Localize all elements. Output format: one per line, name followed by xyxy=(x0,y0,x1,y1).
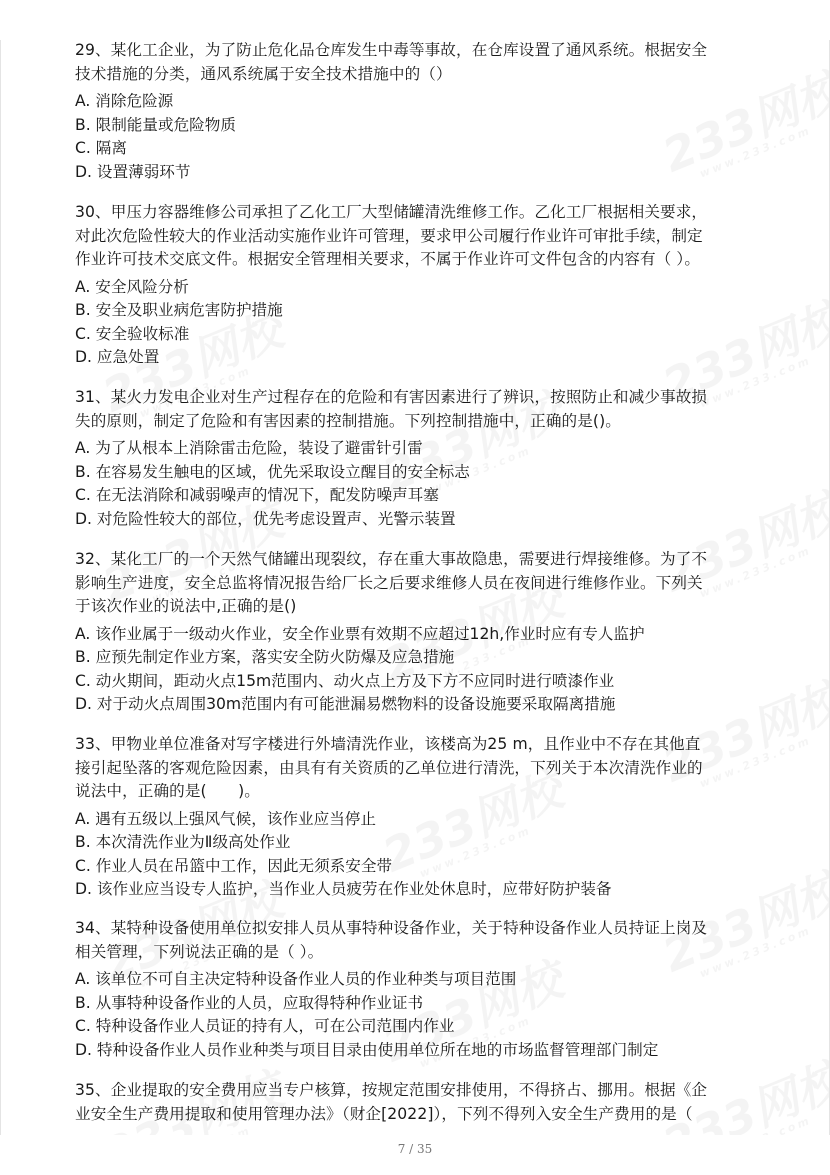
question-stem-line: 30、甲压力容器维修公司承担了乙化工厂大型储罐清洗维修工作。乙化工厂根据相关要求， xyxy=(75,203,708,221)
question-stem-line: 失的原则，制定了危险和有害因素的控制措施。下列控制措施中，正确的是()。 xyxy=(75,411,621,430)
option-b: B. 在容易发生触电的区域，优先采取设立醒目的安全标志 xyxy=(75,462,470,481)
option-list xyxy=(75,623,707,717)
question-35 xyxy=(75,1079,707,1126)
question-31 xyxy=(75,386,707,531)
option-c: C. 隔离 xyxy=(75,139,127,157)
option-b: B. 本次清洗作业为Ⅱ级高处作业 xyxy=(75,833,291,851)
question-stem-line: 相关管理，下列说法正确的是（ ）。 xyxy=(75,942,324,961)
option-a: A. 遇有五级以上强风气候，该作业应当停止 xyxy=(75,809,376,828)
option-list xyxy=(75,90,707,184)
question-stem-line: 32、某化工厂的一个天然气储罐出现裂纹，存在重大事故隐患，需要进行焊接维修。为了不 xyxy=(75,550,708,568)
option-list xyxy=(75,968,707,1062)
option-list xyxy=(75,808,703,902)
page-indicator: 7 / 35 xyxy=(397,1142,433,1156)
question-34 xyxy=(75,917,707,1062)
option-list xyxy=(75,437,707,531)
option-a: A. 消除危险源 xyxy=(75,92,174,110)
option-c: C. 安全验收标准 xyxy=(75,324,190,343)
option-d: D. 对危险性较大的部位，优先考虑设置声、光警示装置 xyxy=(75,509,456,528)
option-c: C. 在无法消除和减弱噪声的情况下，配发防噪声耳塞 xyxy=(75,486,439,504)
option-d: D. 应急处置 xyxy=(75,348,160,366)
option-d: D. 该作业应当设专人监护，当作业人员疲劳在作业处休息时，应带好防护装备 xyxy=(75,880,612,898)
option-b: B. 应预先制定作业方案，落实安全防火防爆及应急措施 xyxy=(75,648,455,666)
option-a: A. 为了从根本上消除雷击危险，装设了避雷针引雷 xyxy=(75,439,423,457)
option-a: A. 安全风险分析 xyxy=(75,277,189,296)
option-list xyxy=(75,276,707,370)
option-a: A. 该单位不可自主决定特种设备作业人员的作业种类与项目范围 xyxy=(75,970,517,988)
question-stem-line: 技术措施的分类，通风系统属于安全技术措施中的（） xyxy=(75,64,452,83)
question-stem-line: 接引起坠落的客观危险因素，由具有有关资质的乙单位进行清洗，下列关于本次清洗作业的 xyxy=(75,758,703,777)
option-b: B. 安全及职业病危害防护措施 xyxy=(75,301,283,319)
question-stem-line: 31、某火力发电企业对生产过程存在的危险和有害因素进行了辨识，按照防止和减少事故损 xyxy=(75,388,708,406)
question-stem-line: 作业许可技术交底文件。根据安全管理相关要求，不属于作业许可文件包含的内容有（ ）。 xyxy=(75,250,701,268)
question-stem-line: 29、某化工企业，为了防止危化品仓库发生中毒等事故，在仓库设置了通风系统。根据安全 xyxy=(75,41,708,59)
option-b: B. 从事特种设备作业的人员，应取得特种作业证书 xyxy=(75,993,424,1012)
question-30 xyxy=(75,201,707,370)
question-32 xyxy=(75,548,707,717)
document-page xyxy=(0,40,830,1135)
option-a: A. 该作业属于一级动火作业，安全作业票有效期不应超过12h,作业时应有专人监护 xyxy=(75,624,645,643)
question-stem-line: 业安全生产费用提取和使用管理办法》（财企[2022]），下列不得列入安全生产费用的是（ xyxy=(75,1104,693,1123)
question-stem-line: 影响生产进度，安全总监将情况报告给厂长之后要求维修人员在夜间进行维修作业。下列关 xyxy=(75,573,703,592)
option-d: D. 设置薄弱环节 xyxy=(75,162,191,181)
question-29 xyxy=(75,40,707,184)
question-stem-line: 对此次危险性较大的作业活动实施作业许可管理，要求甲公司履行作业许可审批手续，制定 xyxy=(75,226,703,245)
option-c: C. 动火期间，距动火点15m范围内、动火点上方及下方不应同时进行喷漆作业 xyxy=(75,671,615,690)
option-d: D. 特种设备作业人员作业种类与项目目录由使用单位所在地的市场监督管理部门制定 xyxy=(75,1040,659,1059)
question-stem-line: 说法中，正确的是( )。 xyxy=(75,782,260,800)
question-stem-line: 35、企业提取的安全费用应当专户核算，按规定范围安排使用，不得挤占、挪用。根据《企 xyxy=(75,1081,708,1099)
option-c: C. 作业人员在吊篮中工作，因此无须系安全带 xyxy=(75,856,393,875)
option-c: C. 特种设备作业人员证的持有人，可在公司范围内作业 xyxy=(75,1017,455,1035)
question-33 xyxy=(75,733,703,902)
question-stem-line: 34、某特种设备使用单位拟安排人员从事特种设备作业，关于特种设备作业人员持证上岗及 xyxy=(75,919,708,937)
option-d: D. 对于动火点周围30m范围内有可能泄漏易燃物料的设备设施要采取隔离措施 xyxy=(75,695,616,713)
question-stem-line: 33、甲物业单位准备对写字楼进行外墙清洗作业，该楼高为25 m，且作业中不存在其他直 xyxy=(75,735,701,753)
question-stem-line: 于该次作业的说法中,正确的是() xyxy=(75,597,297,615)
option-b: B. 限制能量或危险物质 xyxy=(75,115,236,134)
